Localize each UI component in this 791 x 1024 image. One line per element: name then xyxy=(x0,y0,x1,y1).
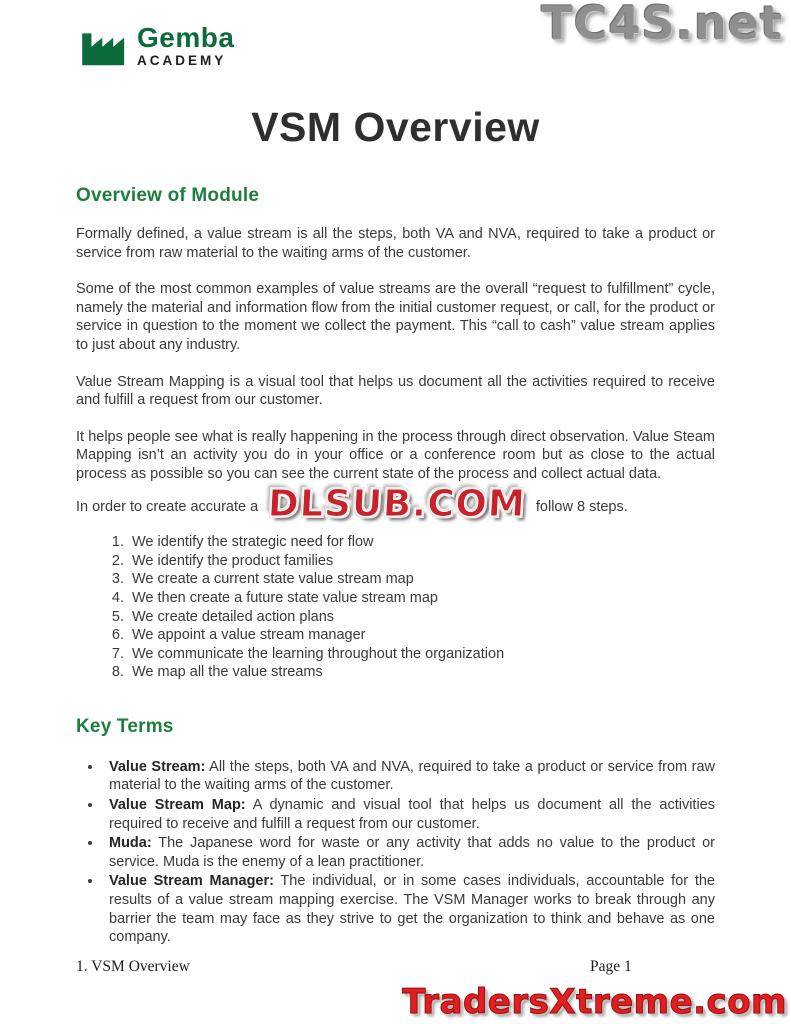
gemba-academy-logo xyxy=(78,24,234,68)
step-item: 5. We create detailed action plans xyxy=(128,608,715,627)
steps-intro-right-text: follow 8 steps. xyxy=(535,498,628,515)
heading-overview-of-module: Overview of Module xyxy=(76,185,260,206)
key-term-definition: A dynamic and visual tool that helps us document all the activities required to receive and fulfill a request from our customer. xyxy=(109,797,716,832)
key-term-definition: The individual, or in some cases individuals, accountable for the results of a value stream mapping exercise. The VSM Manager works to break through any barrier the team may face as they strive to get the organization to think and behave as one company. xyxy=(109,873,715,946)
logo-subtitle-text: ACADEMY xyxy=(137,53,227,68)
key-term-definition: All the steps, both VA and NVA, required to take a product or service from raw material to the waiting arms of the customer. xyxy=(109,758,715,794)
paragraph: Value Stream Mapping is a visual tool that helps us document all the activities required to receive and fulfill a request from our customer. xyxy=(76,373,715,409)
step-item: 8. We map all the value streams xyxy=(128,663,715,682)
heading-key-terms: Key Terms xyxy=(76,715,174,737)
footer-page-number: Page 1 xyxy=(590,958,632,975)
paragraph: Formally defined, a value stream is all the steps, both VA and NVA, required to take a product or service from raw material to the waiting arms of the customer. xyxy=(76,226,715,261)
factory-icon xyxy=(78,26,130,66)
step-item: 3. We create a current state value stream map xyxy=(128,570,715,589)
step-item: 4. We then create a future state value stream map xyxy=(128,589,715,608)
step-item: 6. We appoint a value stream manager xyxy=(128,626,715,645)
key-term-item xyxy=(103,758,715,795)
key-term-item xyxy=(103,872,715,946)
logo-text xyxy=(137,24,234,68)
footer-chapter-label: 1. VSM Overview xyxy=(76,958,190,975)
watermark-dlsub: DLSUB.COM xyxy=(267,482,528,526)
step-item: 7. We communicate the learning throughout the organization xyxy=(128,645,715,664)
paragraph-steps-intro xyxy=(76,482,715,526)
paragraph: Some of the most common examples of value streams are the overall “request to fulfillment” cycle, namely the material and information flow from the initial customer request, or call, for the product or service in question to the moment we collect the payment. This “call to cash” value stream applies to just about any industry. xyxy=(76,281,715,353)
document-content xyxy=(76,185,715,947)
step-item: 2. We identify the product families xyxy=(128,552,715,571)
key-term-definition: The Japanese word for waste or any activity that adds no value to the product or service. Muda is the enemy of a lean practitioner. xyxy=(109,835,715,870)
key-term-label: Value Stream Manager: xyxy=(109,873,274,890)
key-terms-list xyxy=(86,758,715,947)
step-item: 1. We identify the strategic need for flow xyxy=(128,533,715,552)
key-term-item xyxy=(103,834,715,871)
key-term-label: Value Stream Map: xyxy=(109,797,246,814)
watermark-tc4s: TC4S.net xyxy=(541,0,783,50)
watermark-tradersxtreme: TradersXtreme.com xyxy=(402,982,787,1022)
key-term-label: Muda: xyxy=(109,835,152,852)
steps-list xyxy=(106,533,715,682)
logo-brand-text: Gemba xyxy=(137,22,235,53)
paragraph: It helps people see what is really happening in the process through direct observation. Value Steam Mapping isn’t an activity you do in your office or a conference room but as close to the actual process as possible so you can see the current state of the process and collect actual data. xyxy=(76,428,715,482)
key-term-item xyxy=(103,796,715,833)
page-title: VSM Overview xyxy=(251,104,540,150)
steps-intro-left-text: In order to create accurate a xyxy=(76,498,259,515)
key-term-label: Value Stream: xyxy=(109,758,206,775)
